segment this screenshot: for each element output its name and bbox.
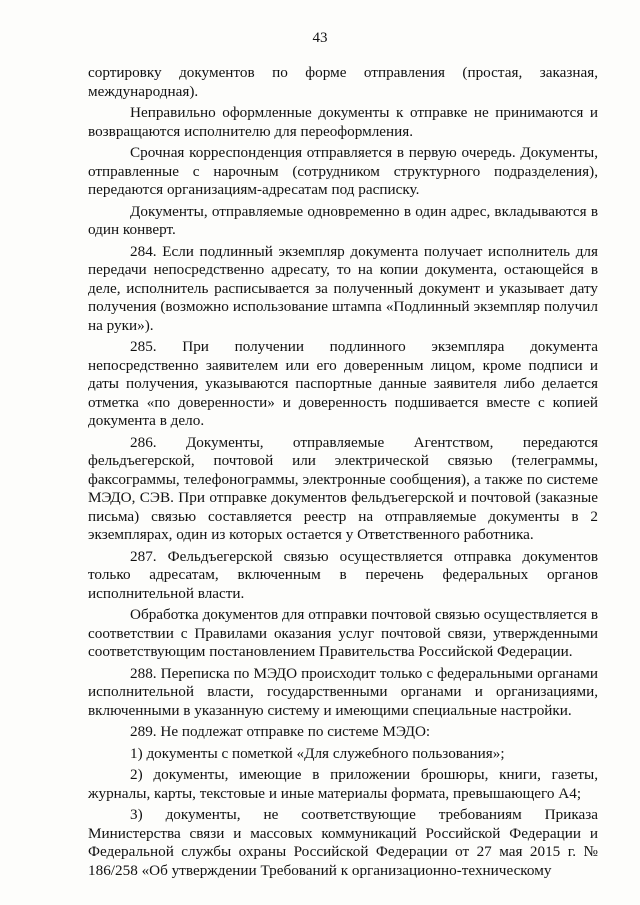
page-number: 43 <box>312 30 328 46</box>
paragraph-continuation: сортировку документов по форме отправления (простая, заказная, международная). <box>88 64 598 100</box>
document-body <box>88 64 598 883</box>
list-item-2: 2) документы, имеющие в приложении брошюры, книги, газеты, журналы, карты, текстовые и иные материалы формата, превышающего А4; <box>88 766 598 802</box>
paragraph-289: 289. Не подлежат отправке по системе МЭДО: <box>130 723 431 740</box>
paragraph-287: 287. Фельдъегерской связью осуществляется отправка документов только адресатам, включенным в перечень федеральных органов исполнительной власти. <box>88 547 598 602</box>
paragraph-286: 286. Документы, отправляемые Агентством, передаются фельдъегерской, почтовой или электрической связью (телеграммы, факсограммы, телефонограммы, электронные сообщения), а также по системе МЭДО, СЭВ. При отправке документов фельдъегерской и почтовой (заказные письма) связью составляется реестр на отправляемые документы в 2 экземплярах, один из которых остается у Ответственного работника. <box>88 433 598 543</box>
list-item-1: 1) документы с пометкой «Для служебного пользования»; <box>130 744 505 762</box>
paragraph-288: 288. Переписка по МЭДО происходит только с федеральными органами исполнительной власти, государственными органами и организациями, включенными в указанную систему и имеющими специальные настройки. <box>88 664 598 719</box>
paragraph-284: 284. Если подлинный экземпляр документа получает исполнитель для передачи непосредственно адресату, то на копии документа, остающейся в деле, исполнитель расписывается за полученный документ и указывает дату получения (возможно использование штампа «Подлинный экземпляр получил на руки»). <box>88 242 598 334</box>
paragraph-urgent-correspondence: Срочная корреспонденция отправляется в первую очередь. Документы, отправленные с нарочным (сотрудником структурного подразделения), передаются организациям-адресатам под расписку. <box>88 144 598 198</box>
paragraph-285: 285. При получении подлинного экземпляра документа непосредственно заявителем или его доверенным лицом, кроме подписи и даты получения, указываются паспортные данные заявителя либо делается отметка «по доверенности» и доверенность подшивается вместе с копией документа в дело. <box>88 338 598 429</box>
paragraph-single-envelope: Документы, отправляемые одновременно в один адрес, вкладываются в один конверт. <box>88 202 598 238</box>
paragraph-postal-processing: Обработка документов для отправки почтовой связью осуществляется в соответствии с Правилами оказания услуг почтовой связи, утвержденными соответствующим постановлением Правительства Российской Федерации. <box>88 606 598 660</box>
paragraph-returned-documents: Неправильно оформленные документы к отправке не принимаются и возвращаются исполнителю для переоформления. <box>88 104 598 140</box>
list-item-3: 3) документы, не соответствующие требованиям Приказа Министерства связи и массовых коммуникаций Российской Федерации и Федеральной службы охраны Российской Федерации от 27 мая 2015 г. № 186/258 «Об утверждении Требований к организационно-техническому <box>88 806 598 879</box>
